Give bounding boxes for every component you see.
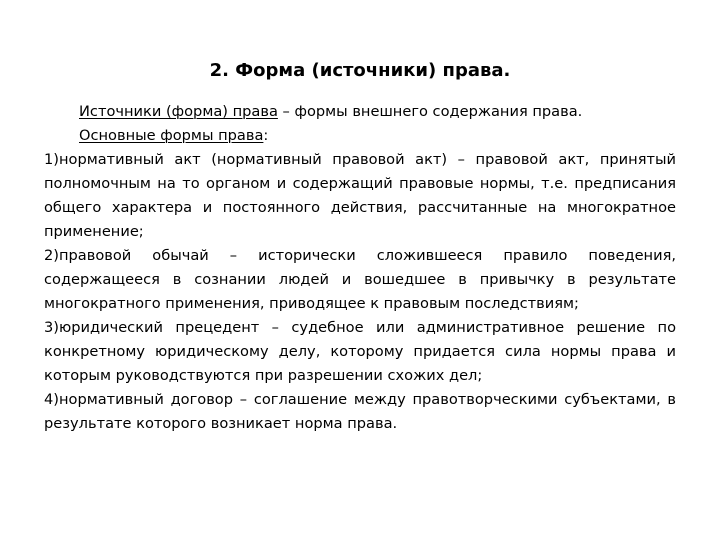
- slide-body: [44, 100, 676, 436]
- forms-heading-label: Основные формы права: [79, 127, 264, 144]
- definition-line: [44, 100, 676, 124]
- definition-text: – формы внешнего содержания права.: [277, 103, 583, 120]
- form-item-judicial-precedent: 3)юридический прецедент – судебное или административное решение по конкретному юридическому делу, которому придается сила нормы права и которым руководствуются при разрешении схожих дел;: [44, 319, 676, 384]
- form-item-normative-contract: 4)нормативный договор – соглашение между правотворческими субъектами, в результате которого возникает норма права.: [44, 391, 676, 432]
- slide-title: 2. Форма (источники) права.: [209, 60, 511, 81]
- forms-heading-colon: :: [263, 127, 269, 144]
- definition-term: Источники (форма) права: [79, 103, 278, 120]
- forms-heading-line: [44, 124, 676, 148]
- form-item-legal-custom: 2)правовой обычай – исторически сложившееся правило поведения, содержащееся в сознании людей и вошедшее в привычку в результате многократного применения, приводящее к правовым последствиям;: [44, 247, 676, 312]
- form-item-normative-act: 1)нормативный акт (нормативный правовой акт) – правовой акт, принятый полномочным на то органом и содержащий правовые нормы, т.е. предписания общего характера и постоянного действия, рассчитанные на многократное применение;: [44, 151, 676, 240]
